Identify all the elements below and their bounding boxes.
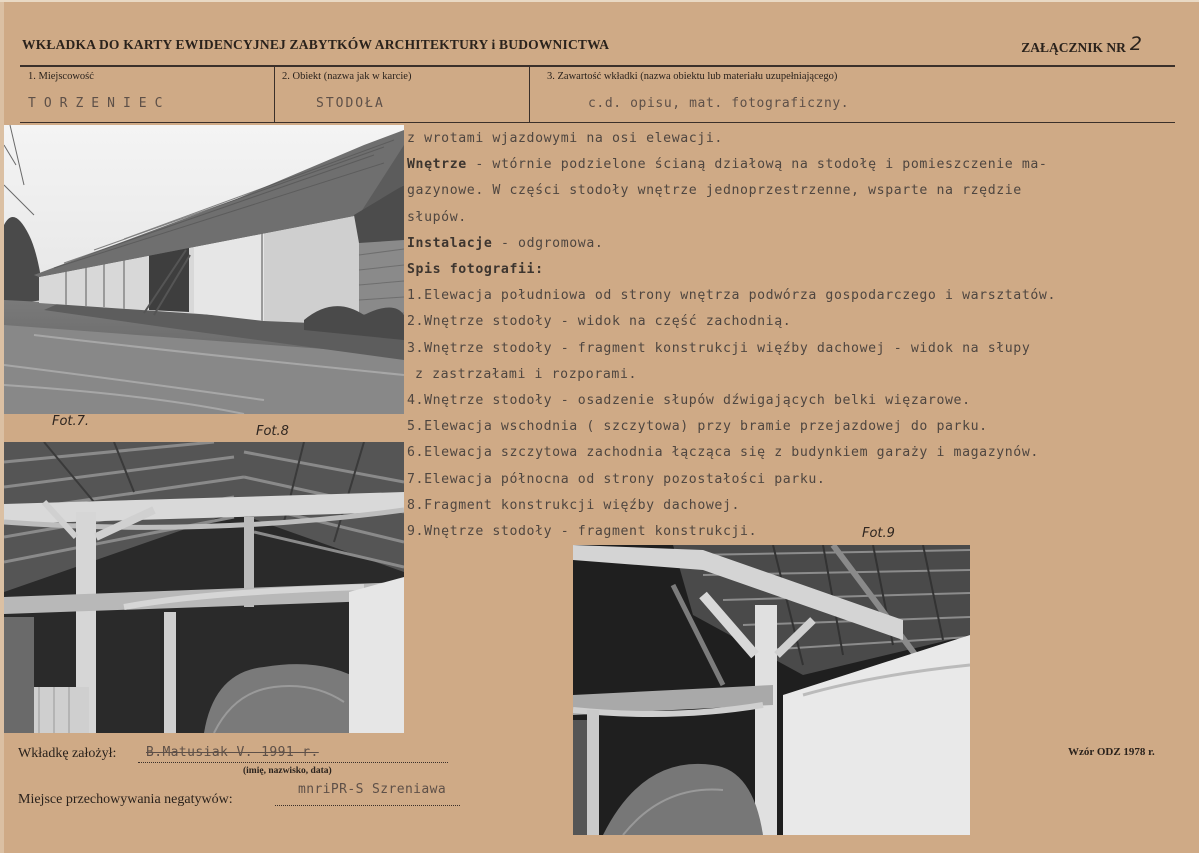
negatives-label: Miejsce przechowywania negatywów: — [18, 792, 233, 807]
contents-label: 3. Zawartość wkładki (nazwa obiektu lub materiału uzupełniającego) — [547, 71, 838, 82]
field-divider-2 — [529, 66, 530, 122]
fields-bottom-rule — [20, 122, 1175, 123]
description-text — [407, 126, 1177, 545]
annex-number: 2 — [1129, 33, 1142, 55]
photo-barn-interior-west — [4, 442, 404, 733]
author-label: Wkładkę założył: — [18, 746, 117, 761]
description-line: 1.Elewacja południowa od strony wnętrza podwórza gospodarczego i warsztatów. — [407, 288, 1057, 304]
description-line: słupów. — [407, 209, 467, 225]
form-reference: Wzór ODZ 1978 r. — [1068, 746, 1155, 758]
description-line: z zastrzałami i rozporami. — [415, 366, 638, 382]
description-line: z wrotami wjazdowymi na osi elewacji. — [407, 131, 723, 146]
object-label: 2. Obiekt (nazwa jak w karcie) — [282, 71, 412, 82]
object-value: STODOŁA — [316, 96, 385, 111]
photo7-caption: Fot.7. — [52, 414, 90, 429]
description-line: 3.Wnętrze stodoły - fragment konstrukcji więźby dachowej - widok na słupy — [407, 340, 1031, 356]
description-line: 2.Wnętrze stodoły - widok na część zachodnią. — [407, 314, 792, 330]
description-line: 9.Wnętrze stodoły - fragment konstrukcji. — [407, 524, 758, 540]
description-line: Instalacje - odgromowa. — [407, 235, 604, 251]
field-divider-1 — [274, 66, 275, 122]
photo9-caption: Fot.9 — [862, 526, 895, 541]
barn-exterior-image — [4, 125, 404, 414]
negatives-value: mnriPR-S Szreniawa — [298, 782, 447, 797]
negatives-dotline — [275, 805, 460, 806]
barn-interior-image — [4, 442, 404, 733]
description-line: gazynowe. W części stodoły wnętrze jednoprzestrzenne, wsparte na rzędzie — [407, 183, 1022, 199]
header-rule — [20, 65, 1175, 67]
annex-label: ZAŁĄCZNIK NR — [1021, 40, 1126, 55]
barn-construction-image — [573, 545, 970, 835]
card-title: WKŁADKA DO KARTY EWIDENCYJNEJ ZABYTKÓW ARCHITEKTURY i BUDOWNICTWA — [22, 37, 610, 52]
photo8-caption: Fot.8 — [256, 424, 289, 439]
card-header — [22, 35, 1172, 59]
place-label: 1. Miejscowość — [28, 71, 94, 82]
description-line-lead: Wnętrze — [407, 157, 467, 173]
author-dotline — [138, 762, 448, 763]
author-hint: (imię, nazwisko, data) — [243, 766, 332, 776]
photo-barn-exterior — [4, 125, 404, 414]
photo-barn-interior-construction — [573, 545, 970, 835]
description-line: Wnętrze - wtórnie podzielone ścianą działową na stodołę i pomieszczenie ma- — [407, 157, 1048, 173]
description-line: 5.Elewacja wschodnia ( szczytowa) przy bramie przejazdowej do parku. — [407, 419, 988, 435]
annex-label-group — [1021, 35, 1142, 57]
description-line: 4.Wnętrze stodoły - osadzenie słupów dźwigających belki więzarowe. — [407, 393, 971, 409]
description-line-lead: Instalacje — [407, 235, 493, 251]
description-line: 6.Elewacja szczytowa zachodnia łącząca się z budynkiem garaży i magazynów. — [407, 445, 1039, 461]
author-value: B.Matusiak V. 1991 r. — [146, 745, 319, 760]
contents-value: c.d. opisu, mat. fotograficzny. — [588, 96, 850, 111]
description-line: 7.Elewacja północna od strony pozostałości parku. — [407, 471, 826, 487]
place-value: TORZENIEC — [28, 96, 171, 111]
description-line: Spis fotografii: — [407, 262, 544, 278]
description-line: 8.Fragment konstrukcji więźby dachowej. — [407, 497, 741, 513]
